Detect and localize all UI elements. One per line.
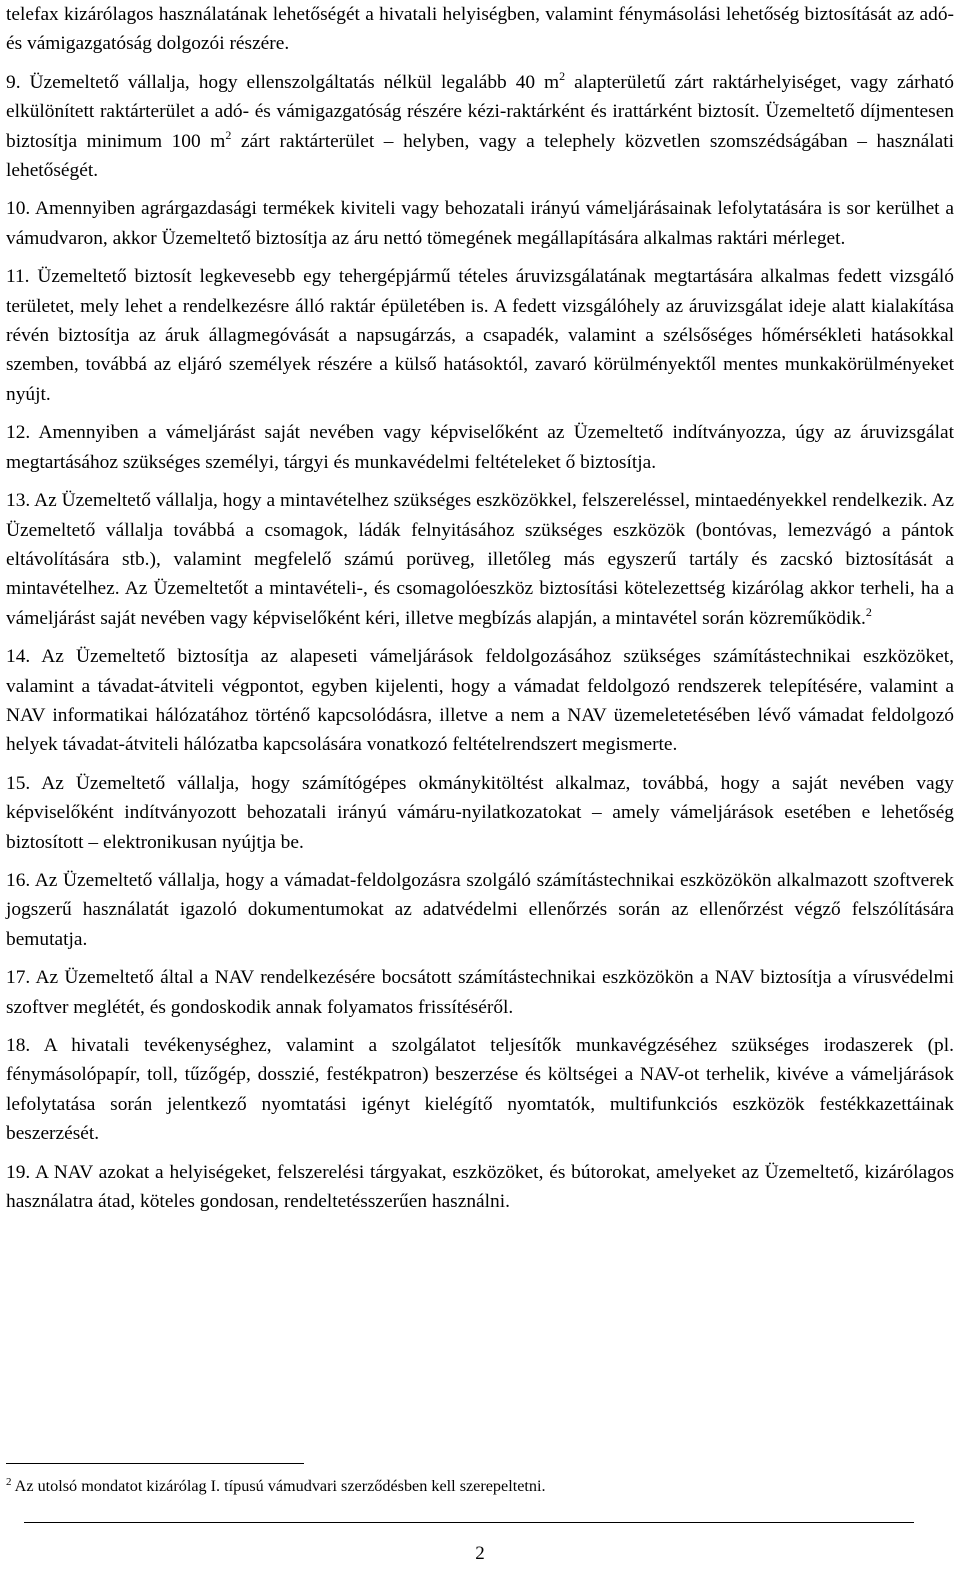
paragraph-text: 18. A hivatali tevékenységhez, valamint a szolgálatot teljesítők munkavégzéséhez szükséges irodaszerek (pl. fénymásolópapír, toll, tűzőgép, dosszié, festékpatron) beszerzése és költségei a NAV-ot terhelik, kivéve a vámeljárások lefolytatása során jelentkező nyomtatási igényt kielégítő nyomtatók, multifunkciós eszközök festékkazettáinak beszerzését. bbox=[6, 1035, 954, 1145]
paragraph-10 bbox=[6, 194, 954, 253]
footnote-reference: 2 bbox=[865, 604, 872, 619]
paragraph-text: 19. A NAV azokat a helyiségeket, felszerelési tárgyakat, eszközöket, és bútorokat, amelyeket az Üzemeltető, kizárólagos használatra átad, köteles gondosan, rendeltetésszerűen használni. bbox=[6, 1161, 954, 1213]
paragraph-17 bbox=[6, 963, 954, 1022]
paragraph-text: 14. Az Üzemeltető biztosítja az alapeseti vámeljárások feldolgozásához szükséges számítástechnikai eszközöket, valamint a távadat-átviteli végpontot, egyben kijelenti, hogy a vámadat feldolgozó rendszerek telepítésére, valamint a NAV informatikai hálózatához történő kapcsolódásra, illetve a nem a NAV üzemeletetésében lévő vámadat feldolgozó helyek távadat-átviteli hálózatba kapcsolására vonatkozó feltételrendszert megismerte. bbox=[6, 646, 954, 756]
document-page bbox=[6, 0, 954, 1216]
paragraph-text: 11. Üzemeltető biztosít legkevesebb egy tehergépjármű tételes áruvizsgálatának megtartására alkalmas fedett vizsgáló területet, mely lehet a rendelkezésre álló raktár épületében is. A fedett vizsgálóhely az áruvizsgálat ideje alatt kialakítása révén biztosítja az áruk állagmegóvását a napsugárzás, a csapadék, valamint a szélsőséges hőmérsékleti hatásokkal szemben, továbbá az eljáró személyek részére a külső hatásoktól, zavaró körülményektől mentes munkakörülményeket nyújt. bbox=[6, 266, 954, 405]
paragraph-9 bbox=[6, 68, 954, 186]
footnote-number: 2 bbox=[6, 1476, 12, 1488]
paragraph-text: telefax kizárólagos használatának lehetőségét a hivatali helyiségben, valamint fénymásolási lehetőség biztosítását az adó- és vámigazgatóság dolgozói részére. bbox=[6, 4, 954, 55]
paragraph-text: 13. Az Üzemeltető vállalja, hogy a mintavételhez szükséges eszközökkel, felszereléssel, mintaedényekkel rendelkezik. Az Üzemeltető vállalja továbbá a csomagok, ládák felnyitásához szükséges eszközök (bontóvas, lemezvágó a pántok eltávolítására stb.), valamint megfelelő számú porüveg, illetőleg más egyszerű tartály és zacskó biztosítását a mintavételhez. Az Üzemeltetőt a mintavételi-, és csomagolóeszköz biztosítási kötelezettség kizárólag akkor terheli, ha a vámeljárást saját nevében vagy képviselőként kéri, illetve megbízás alapján, a mintavétel során közreműködik. bbox=[6, 490, 954, 629]
paragraph-text: 9. Üzemeltető vállalja, hogy ellenszolgáltatás nélkül legalább 40 m bbox=[6, 71, 560, 93]
superscript: 2 bbox=[225, 127, 232, 142]
paragraph-14 bbox=[6, 642, 954, 760]
paragraph-12 bbox=[6, 418, 954, 477]
page-number: 2 bbox=[475, 1543, 485, 1564]
page-footer-rule bbox=[24, 1522, 914, 1523]
paragraph-intro bbox=[6, 0, 954, 59]
paragraph-text: zárt raktárterület – helyben, vagy a telephely közvetlen szomszédságában – használati lehetőségét. bbox=[6, 130, 954, 182]
paragraph-11 bbox=[6, 262, 954, 409]
paragraph-16 bbox=[6, 866, 954, 954]
paragraph-text: 12. Amennyiben a vámeljárást saját nevében vagy képviselőként az Üzemeltető indítványozza, úgy az áruvizsgálat megtartásához szükséges személyi, tárgyi és munkavédelmi feltételeket ő biztosítja. bbox=[6, 422, 954, 473]
paragraph-text: 10. Amennyiben agrárgazdasági termékek kiviteli vagy behozatali irányú vámeljárásainak lefolytatására is sor kerülhet a vámudvaron, akkor Üzemeltető biztosítja az áru nettó tömegének megállapítására alkalmas raktári mérleget. bbox=[6, 198, 954, 249]
paragraph-text: 17. Az Üzemeltető által a NAV rendelkezésére bocsátott számítástechnikai eszközökön a NAV biztosítja a vírusvédelmi szoftver meglétét, és gondoskodik annak folyamatos frissítéséről. bbox=[6, 967, 954, 1018]
paragraph-text: 16. Az Üzemeltető vállalja, hogy a vámadat-feldolgozásra szolgáló számítástechnikai eszközökön alkalmazott szoftverek jogszerű használatát igazoló dokumentumokat az adatvédelmi ellenőrzés során az ellenőrzést végző felszólítására bemutatja. bbox=[6, 869, 954, 950]
superscript: 2 bbox=[559, 68, 566, 83]
paragraph-15 bbox=[6, 769, 954, 857]
paragraph-text: alapterületű zárt raktárhelyiséget, vagy zárható elkülönített raktárterület a adó- és vámigazgatóság részére kézi-raktárként és irattárként biztosít. Üzemeltető díjmentesen biztosítja minimum 100 m bbox=[6, 71, 954, 152]
paragraph-19 bbox=[6, 1158, 954, 1217]
paragraph-13 bbox=[6, 486, 954, 633]
paragraph-text: 15. Az Üzemeltető vállalja, hogy számítógépes okmánykitöltést alkalmaz, továbbá, hogy a saját nevében vagy képviselőként indítványozott behozatali irányú vámáru-nyilatkozatokat – amely vámeljárások esetében e lehetőség biztosított – elektronikusan nyújtja be. bbox=[6, 772, 954, 853]
footnote-separator bbox=[6, 1463, 304, 1464]
footnote bbox=[6, 1475, 954, 1497]
paragraph-18 bbox=[6, 1031, 954, 1149]
footnote-text: Az utolsó mondatot kizárólag I. típusú vámudvari szerződésben kell szerepeltetni. bbox=[11, 1477, 546, 1495]
